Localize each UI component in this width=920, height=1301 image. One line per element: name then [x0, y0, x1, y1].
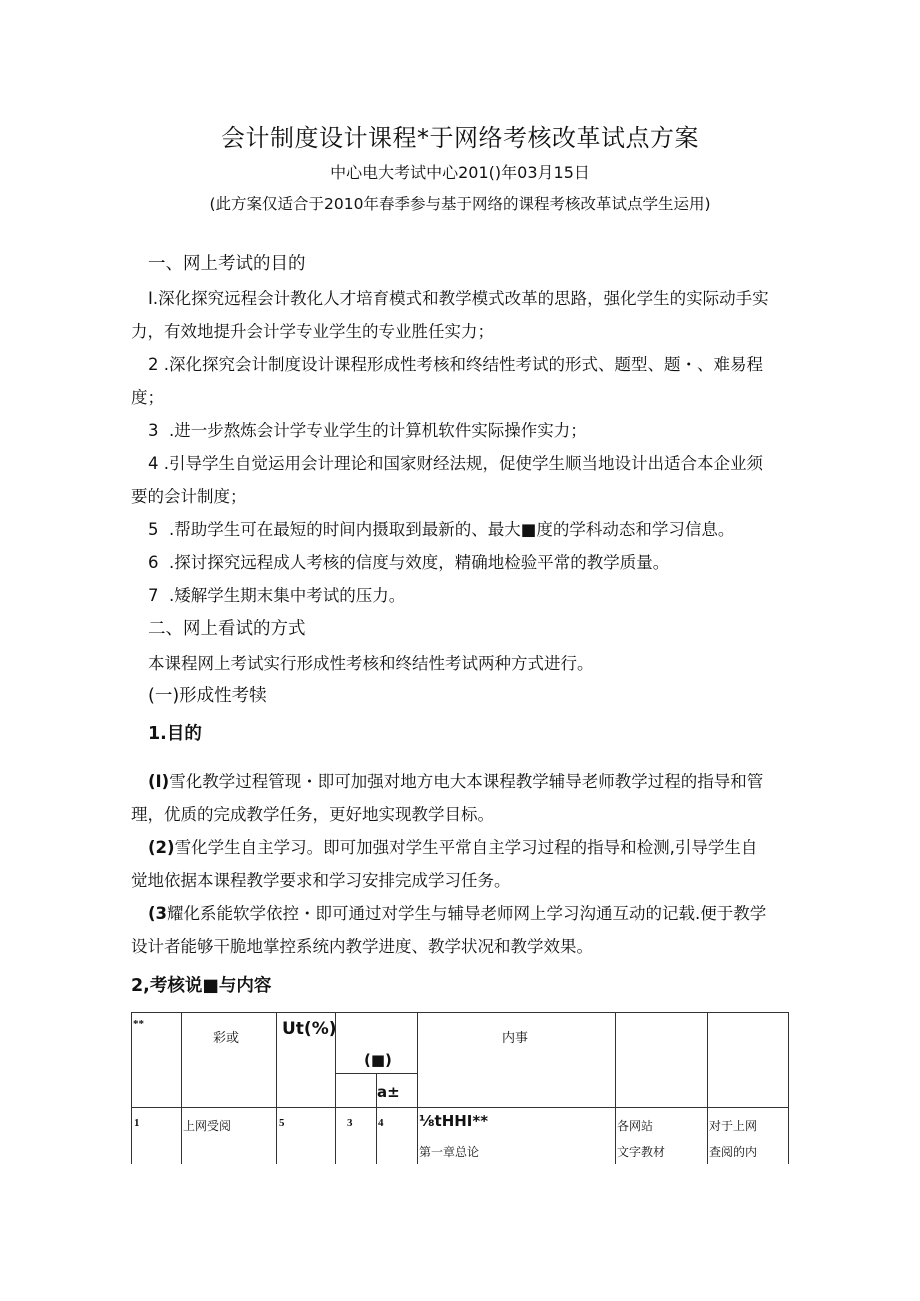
- list-item: 度；: [131, 388, 164, 407]
- table-header-content: 内事: [502, 1031, 529, 1046]
- goal-heading: 1.目的: [148, 724, 202, 744]
- goal-line: [148, 768, 763, 792]
- section-2-intro: 本课程网上考试实行形成性考核和终结性考试两种方式进行。: [148, 654, 594, 673]
- list-item: I.深化探究远程会计教化人才培育模式和教学模式改革的思路，强化学生的实际动手实: [148, 289, 769, 308]
- list-item: 力，有效地提升会计学专业学生的专业胜任实力；: [131, 322, 494, 341]
- table-header-count: (■): [364, 1051, 392, 1069]
- goal-text: 雪化学生自主学习。即可加强对学生平常自主学习过程的指导和检测,引导学生自: [174, 838, 758, 857]
- table-cell-content-line: 第一章总论: [419, 1145, 480, 1159]
- table-rule: [615, 1012, 616, 1164]
- table-cell-content-title: ⅛tHHI**: [419, 1112, 489, 1130]
- table-header-count-sub: a±: [377, 1083, 400, 1101]
- table-rule: [131, 1012, 788, 1013]
- section-2-heading: 二、网上看试的方式: [148, 619, 306, 639]
- table-rule: [788, 1012, 789, 1164]
- list-item: 5 .帮助学生可在最短的时间内摄取到最新的、最大■度的学科动态和学习信息。: [148, 520, 735, 539]
- document-title: 会计制度设计课程*于网络考核改革试点方案: [221, 124, 699, 152]
- list-item: 3 .进一步熬炼会计学专业学生的计算机软件实际操作实力；: [148, 421, 587, 440]
- goal-line: [148, 900, 766, 924]
- goal-line: [131, 801, 494, 825]
- table-cell-source-2: 文字教材: [617, 1145, 666, 1159]
- content-heading: 2,考核说■与内容: [131, 976, 272, 996]
- list-item: 要的会计制度；: [131, 487, 247, 506]
- goal-text: 理，优质的完成教学任务，更好地实现教学目标。: [131, 805, 494, 824]
- goal-text: 觉地依据本课程教学要求和学习安排完成学习任务。: [131, 871, 511, 890]
- table-rule: [131, 1107, 788, 1108]
- table-rule: [417, 1012, 418, 1164]
- list-item: 6 .探讨探究远程成人考核的信度与效度，精确地检验平常的教学质量。: [148, 553, 670, 572]
- goal-marker: (I): [148, 772, 170, 791]
- table-cell-weight: 5: [279, 1117, 285, 1129]
- table-header-weight: Ut(%): [282, 1019, 337, 1039]
- applicability-note: (此方案仅适合于2010年春季参与基于网络的课程考核改革试点学生运用): [209, 195, 711, 213]
- table-header-no: **: [133, 1018, 144, 1030]
- goal-line: [131, 867, 511, 891]
- table-cell-name: 上网受阅: [183, 1119, 232, 1133]
- list-item: 2 .深化探究会计制度设计课程形成性考核和终结性考试的形式、题型、题・、难易程: [148, 355, 763, 374]
- table-rule: [707, 1012, 708, 1164]
- table-cell-note-2: 查阅的内: [709, 1145, 758, 1159]
- table-header-type: 彩或: [213, 1031, 240, 1046]
- goal-text: 设计者能够干脆地掌控系统内教学进度、教学状况和教学效果。: [131, 937, 593, 956]
- table-cell-count-2: 4: [378, 1117, 384, 1129]
- table-cell-count-1: 3: [347, 1117, 353, 1129]
- subsection-heading: (一)形成性考犊: [148, 686, 267, 706]
- table-cell-no: 1: [134, 1117, 140, 1129]
- goal-text: 耀化系能软学依控・即可通过对学生与辅导老师网上学习沟通互动的记载.便于教学: [167, 904, 767, 923]
- section-1-heading: 一、网上考试的目的: [148, 254, 306, 274]
- goal-text: 雪化教学过程管现・即可加强对地方电大本课程教学辅导老师教学过程的指导和管: [169, 772, 764, 791]
- goal-line: [131, 933, 593, 957]
- list-item: 4 .引导学生自觉运用会计理论和国家财经法规，促使学生顺当地设计出适合本企业须: [148, 454, 763, 473]
- table-rule: [181, 1012, 182, 1164]
- goal-line: [148, 834, 757, 858]
- table-rule: [276, 1012, 277, 1164]
- list-item: 7 .矮解学生期末集中考试的压力。: [148, 586, 406, 605]
- table-cell-source-1: 各网站: [617, 1119, 654, 1133]
- issuer-date: 中心电大考试中心201()年03月15日: [330, 163, 590, 182]
- table-cell-note-1: 对于上网: [709, 1119, 758, 1133]
- goal-marker: (2): [148, 838, 175, 857]
- goal-marker: (3: [148, 904, 168, 923]
- table-rule: [131, 1012, 132, 1164]
